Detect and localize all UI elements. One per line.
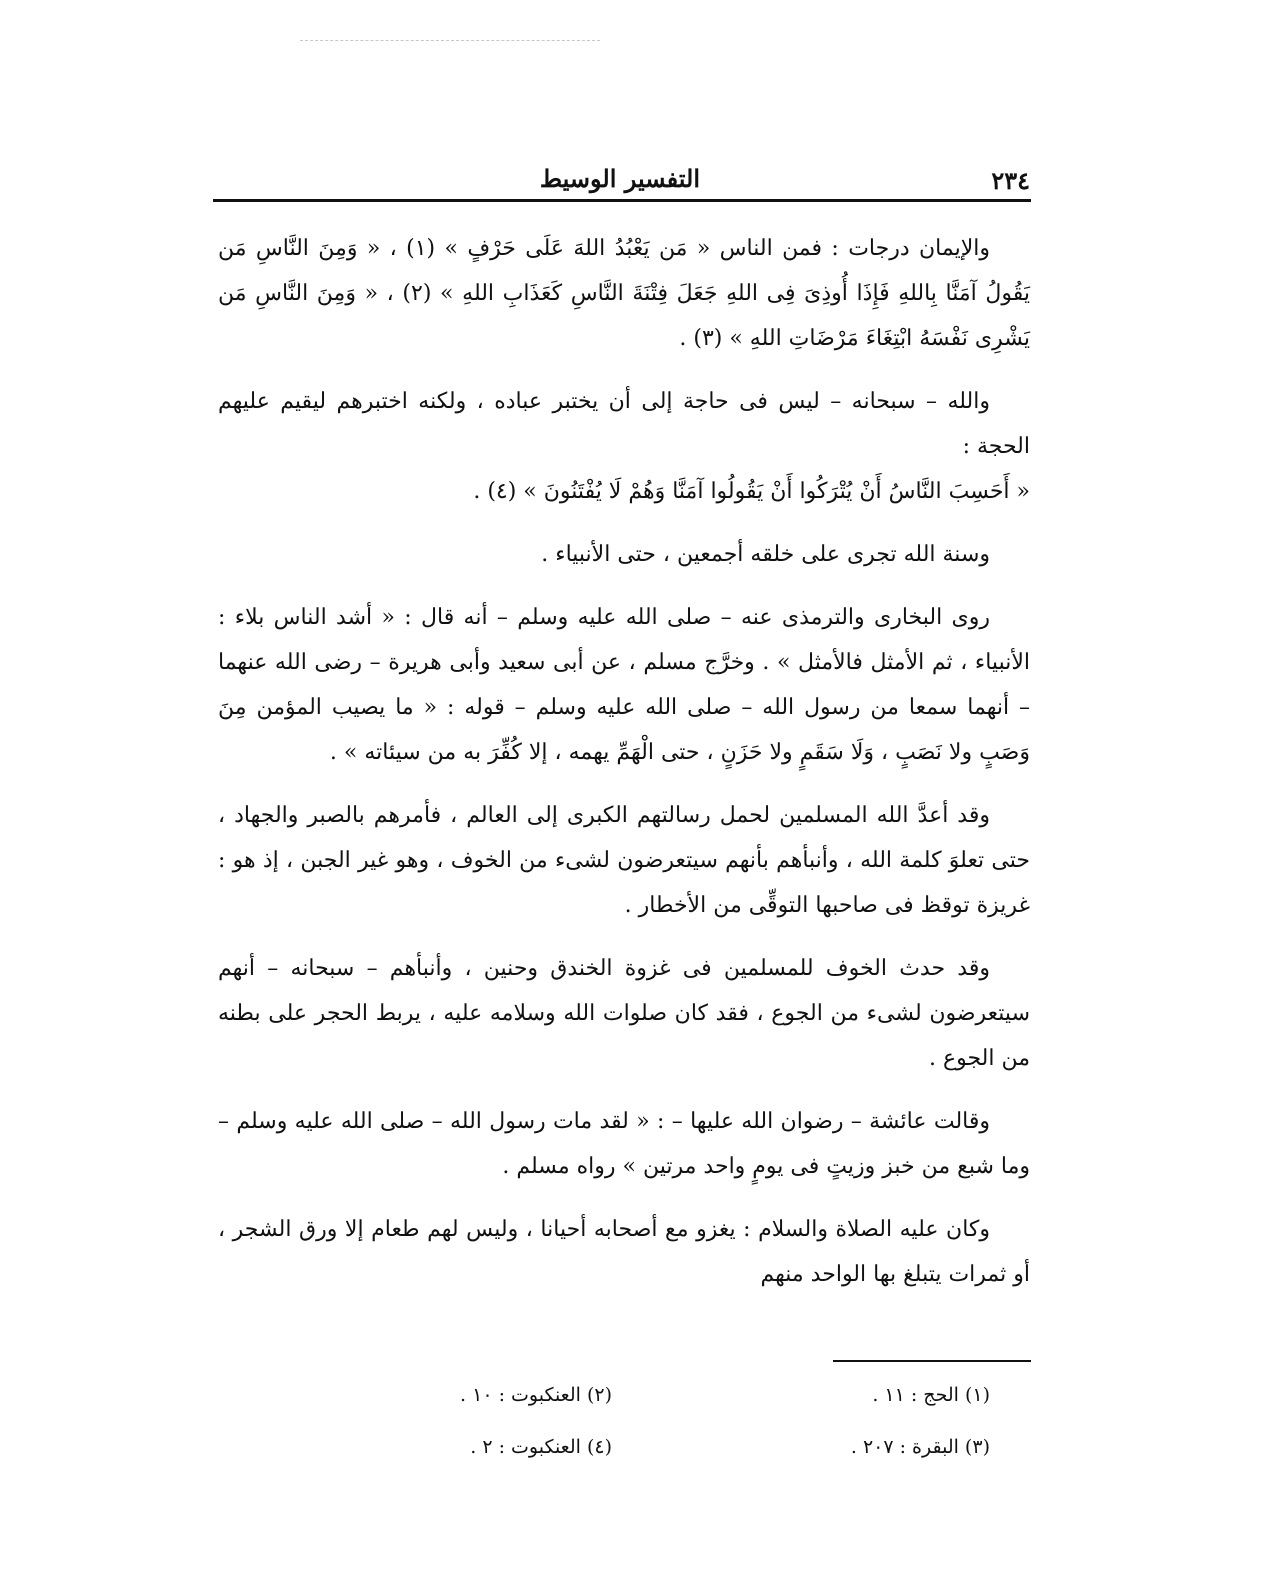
paragraph: روى البخارى والترمذى عنه – صلى الله عليه وسلم – أنه قال : « أشد الناس بلاء : الأنبياء ، ثم الأمثل فالأمثل » . وخرَّج مسلم ، عن أبى سعيد وأبى هريرة – رضى الله عنهما – أنهما سمعا من رسول الله – صلى الله عليه وسلم – قوله : « ما يصيب المؤمن مِنَ وَصَبٍ ولا نَصَبٍ ، وَلَا سَقَمٍ ولا حَزَنٍ ، حتى الْهَمِّ يهمه ، إلا كُفِّرَ به من سيئاته » . xyxy=(218,605,1030,765)
paragraph: وسنة الله تجرى على خلقه أجمعين ، حتى الأنبياء . xyxy=(541,542,990,567)
footnote-rule xyxy=(833,1360,1031,1362)
paragraph: وقالت عائشة – رضوان الله عليها – : « لقد مات رسول الله – صلى الله عليه وسلم – وما شبع من خبز وزيتٍ فى يومٍ واحد مرتين » رواه مسلم . xyxy=(218,1109,1030,1179)
running-title: التفسير الوسيط xyxy=(539,164,700,193)
paragraph: والإيمان درجات : فمن الناس « مَن يَعْبُدُ اللهَ عَلَى حَرْفٍ » (١) ، « وَمِنَ النَّاسِ مَن يَقُولُ آمَنَّا بِاللهِ فَإِذَا أُوذِىَ فِى اللهِ جَعَلَ فِتْنَةَ النَّاسِ كَعَذَابِ اللهِ » (٢) ، « وَمِنَ النَّاسِ مَن يَشْرِى نَفْسَهُ ابْتِغَاءَ مَرْضَاتِ اللهِ » (٣) . xyxy=(218,236,1031,351)
page-number: ٢٣٤ xyxy=(991,166,1030,195)
paragraph: وقد أعدَّ الله المسلمين لحمل رسالتهم الكبرى إلى العالم ، فأمرهم بالصبر والجهاد ، حتى تعلوَ كلمة الله ، وأنبأهم بأنهم سيتعرضون لشىء من الخوف ، وهو غير الجبن ، إذ هو : غريزة توقظ فى صاحبها التوقِّى من الأخطار . xyxy=(218,803,1030,918)
paragraph: وكان عليه الصلاة والسلام : يغزو مع أصحابه أحيانا ، وليس لهم طعام إلا ورق الشجر ، أو ثمرات يتبلغ بها الواحد منهم xyxy=(218,1217,1030,1287)
footnote-row xyxy=(380,1384,990,1436)
footnote-row xyxy=(380,1436,990,1488)
header-rule xyxy=(213,199,1031,202)
footnote: (٤) العنكبوت : ٢ . xyxy=(470,1436,612,1458)
footnotes xyxy=(380,1384,990,1488)
paragraph-quote: « أَحَسِبَ النَّاسُ أَنْ يُتْرَكُوا أَنْ يَقُولُوا آمَنَّا وَهُمْ لَا يُفْتَنُونَ » (٤) . xyxy=(473,479,1030,504)
footnote: (٣) البقرة : ٢٠٧ . xyxy=(850,1436,990,1458)
footnote: (٢) العنكبوت : ١٠ . xyxy=(460,1384,612,1406)
body-text xyxy=(218,226,1030,1315)
paragraph: وقد حدث الخوف للمسلمين فى غزوة الخندق وحنين ، وأنبأهم – سبحانه – أنهم سيتعرضون لشىء من الجوع ، فقد كان صلوات الله وسلامه عليه ، يربط الحجر على بطنه من الجوع . xyxy=(218,956,1031,1071)
footnote: (١) الحج : ١١ . xyxy=(872,1384,990,1406)
paragraph: والله – سبحانه – ليس فى حاجة إلى أن يختبر عباده ، ولكنه اختبرهم ليقيم عليهم الحجة : xyxy=(218,389,1030,459)
scan-smudge xyxy=(300,40,600,42)
page-header xyxy=(218,160,1030,200)
